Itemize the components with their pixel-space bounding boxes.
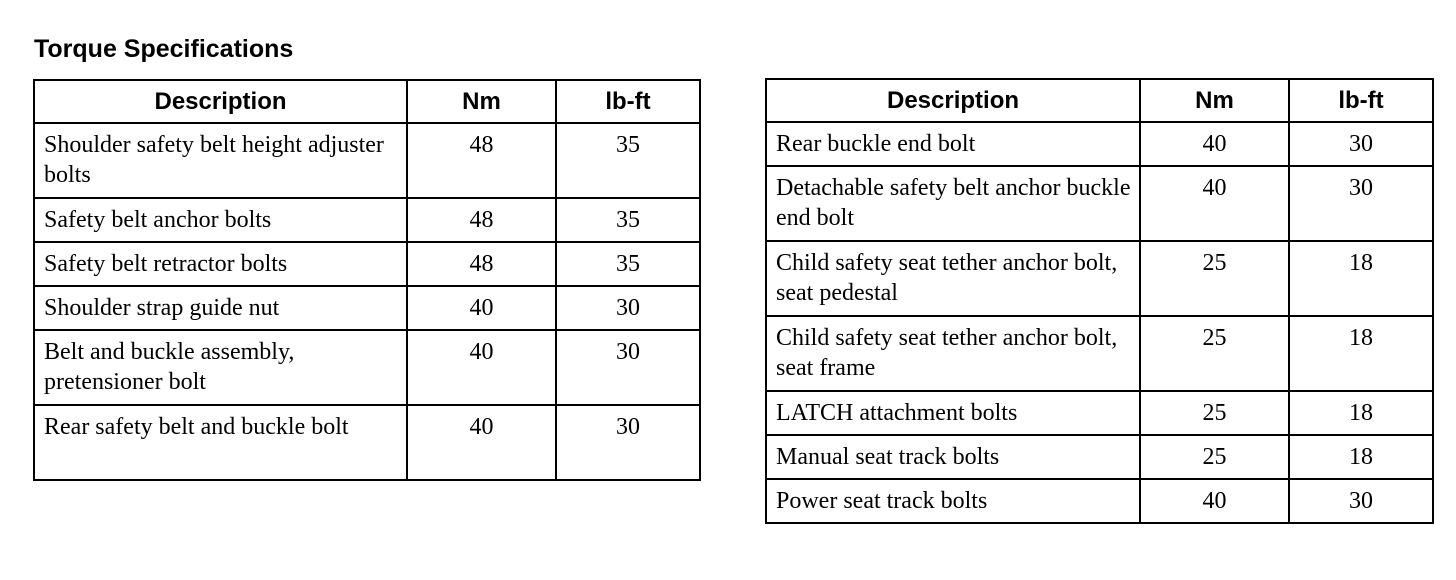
table-row: [34, 198, 700, 242]
nm-cell: 25: [1140, 435, 1289, 479]
description-cell: Manual seat track bolts: [766, 435, 1140, 479]
table-row: [766, 391, 1433, 435]
table-header-row: [766, 79, 1433, 122]
description-cell: Safety belt anchor bolts: [34, 198, 407, 242]
nm-cell: 40: [1140, 122, 1289, 166]
description-cell: Power seat track bolts: [766, 479, 1140, 523]
lbft-cell: 18: [1289, 391, 1433, 435]
nm-cell: 48: [407, 123, 556, 198]
nm-cell: 48: [407, 242, 556, 286]
table-row: [34, 286, 700, 330]
description-cell: LATCH attachment bolts: [766, 391, 1140, 435]
table-row: [34, 405, 700, 480]
lbft-cell: 30: [556, 330, 700, 405]
column-header-description: Description: [766, 79, 1140, 122]
table-row: [34, 330, 700, 405]
description-cell: Child safety seat tether anchor bolt, seat pedestal: [766, 241, 1140, 316]
nm-cell: 25: [1140, 241, 1289, 316]
table-row: [766, 122, 1433, 166]
lbft-cell: 35: [556, 123, 700, 198]
table-row: [34, 123, 700, 198]
nm-cell: 40: [1140, 166, 1289, 241]
column-header-nm: Nm: [407, 80, 556, 123]
table-row: [766, 435, 1433, 479]
column-header-description: Description: [34, 80, 407, 123]
description-cell: Shoulder strap guide nut: [34, 286, 407, 330]
table-row: [766, 241, 1433, 316]
description-cell: Rear safety belt and buckle bolt: [34, 405, 407, 480]
description-cell: Shoulder safety belt height adjuster bolts: [34, 123, 407, 198]
lbft-cell: 30: [1289, 122, 1433, 166]
lbft-cell: 35: [556, 242, 700, 286]
nm-cell: 25: [1140, 391, 1289, 435]
nm-cell: 25: [1140, 316, 1289, 391]
torque-table-left: [33, 79, 701, 481]
description-cell: Child safety seat tether anchor bolt, seat frame: [766, 316, 1140, 391]
description-cell: Safety belt retractor bolts: [34, 242, 407, 286]
lbft-cell: 30: [556, 286, 700, 330]
page-title: Torque Specifications: [34, 35, 294, 63]
lbft-cell: 18: [1289, 435, 1433, 479]
lbft-cell: 30: [1289, 166, 1433, 241]
description-cell: Rear buckle end bolt: [766, 122, 1140, 166]
lbft-cell: 18: [1289, 316, 1433, 391]
column-header-lbft: lb-ft: [556, 80, 700, 123]
description-cell: Belt and buckle assembly, pretensioner bolt: [34, 330, 407, 405]
table-header-row: [34, 80, 700, 123]
lbft-cell: 30: [1289, 479, 1433, 523]
table-row: [766, 316, 1433, 391]
table-row: [766, 479, 1433, 523]
table-row: [34, 242, 700, 286]
nm-cell: 40: [407, 405, 556, 480]
lbft-cell: 35: [556, 198, 700, 242]
torque-table-right: [765, 78, 1434, 524]
nm-cell: 48: [407, 198, 556, 242]
description-cell: Detachable safety belt anchor buckle end bolt: [766, 166, 1140, 241]
nm-cell: 40: [407, 330, 556, 405]
lbft-cell: 30: [556, 405, 700, 480]
nm-cell: 40: [407, 286, 556, 330]
nm-cell: 40: [1140, 479, 1289, 523]
column-header-lbft: lb-ft: [1289, 79, 1433, 122]
table-row: [766, 166, 1433, 241]
column-header-nm: Nm: [1140, 79, 1289, 122]
lbft-cell: 18: [1289, 241, 1433, 316]
